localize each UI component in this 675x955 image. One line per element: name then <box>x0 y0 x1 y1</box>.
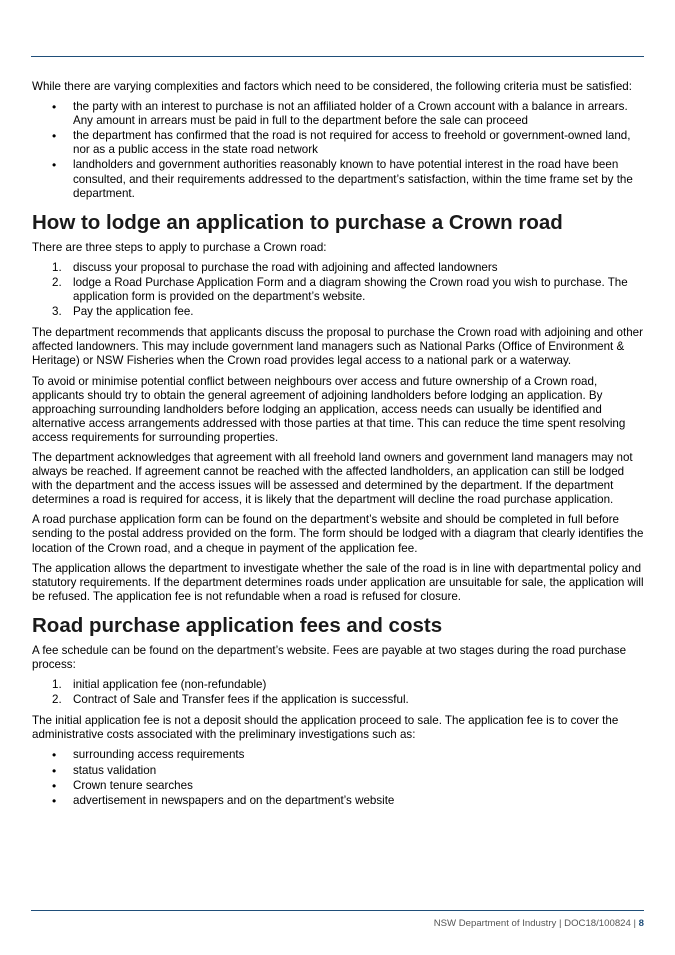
body-paragraph: The department acknowledges that agreement with all freehold land owners and government land managers may not always be reached. If agreement cannot be reached with the affected landholders, an application can still be lodged with the department and the access issues will be assessed and determined by the department. If the department determines a road is required for access, it is likely that the department will decline the road purchase application. <box>32 450 633 507</box>
body-paragraph: The department recommends that applicants discuss the proposal to purchase the Crown road with adjoining and other affected landowners. This may include government land managers such as National Parks (Office of Environment & Heritage) or NSW Fisheries when the Crown road provides legal access to a national park or a waterway. <box>32 326 643 368</box>
list-item: • the department has confirmed that the road is not required for access to freehold or government-owned land, nor as a public access in the state road network <box>32 129 644 157</box>
body-paragraph: The initial application fee is not a deposit should the application proceed to sale. The application fee is to cover the administrative costs associated with the preliminary investigations such as: <box>32 714 619 742</box>
steps-lead: There are three steps to apply to purchase a Crown road: <box>32 240 327 254</box>
list-item: • landholders and government authorities reasonably known to have potential interest in the road have been consulted, and their requirements addressed to the department’s satisfaction, within the time frame set by the department. <box>32 158 644 200</box>
stage-text: initial application fee (non-refundable) <box>73 678 267 692</box>
list-item: • Crown tenure searches <box>32 779 644 793</box>
step-text: lodge a Road Purchase Application Form and a diagram showing the Crown road you wish to purchase. The application form is provided on the department’s website. <box>73 275 628 304</box>
section-heading-lodge: How to lodge an application to purchase a Crown road <box>32 210 563 234</box>
body-paragraph: The application allows the department to investigate whether the sale of the road is in line with departmental policy and statutory requirements. If the department determines roads under application are unsuitable for sale, the application will be refused. The application fee is not refundable when a road is refused for closure. <box>32 561 644 603</box>
page-number: 8 <box>638 918 644 929</box>
list-item: • advertisement in newspapers and on the department’s website <box>32 794 644 808</box>
stage-number: 2. <box>52 693 62 707</box>
step-number: 3. <box>52 305 62 319</box>
list-item: • the party with an interest to purchase is not an affiliated holder of a Crown account with a balance in arrears. Any amount in arrears must be paid in full to the department before the sale can proceed <box>32 100 644 128</box>
footer-rule <box>31 910 644 911</box>
criteria-list <box>32 100 644 201</box>
list-item <box>32 678 644 692</box>
fee-stages-list <box>32 678 644 707</box>
section-heading-fees: Road purchase application fees and costs <box>32 613 443 637</box>
body-paragraph: A road purchase application form can be found on the department’s website and should be completed in full before sending to the postal address provided on the form. The form should be lodged with a diagram that clearly identifies the location of the Crown road, and a cheque in payment of the application fee. <box>32 513 644 555</box>
footer-separator: | <box>630 918 639 929</box>
list-item <box>32 261 644 275</box>
fees-lead: A fee schedule can be found on the department’s website. Fees are payable at two stages during the road purchase process: <box>32 643 627 671</box>
footer-separator: | <box>556 918 565 929</box>
list-item <box>32 305 644 319</box>
stage-number: 1. <box>52 678 62 692</box>
step-text: discuss your proposal to purchase the road with adjoining and affected landowners <box>73 260 498 274</box>
footer-doc-number: DOC18/100824 <box>564 918 631 929</box>
body-paragraph: To avoid or minimise potential conflict between neighbours over access and future ownership of a Crown road, applicants should try to obtain the general agreement of adjoining landholders before lodging an application. By approaching surrounding landholders before lodging an application, access needs can usually be identified and alternative access arrangements addressed with those parties at that time. This can reduce the time spent resolving access requirements for surrounding properties. <box>32 374 626 444</box>
costs-list <box>32 748 644 807</box>
footer-org: NSW Department of Industry <box>433 918 557 929</box>
list-item: • surrounding access requirements <box>32 748 644 762</box>
document-body <box>32 80 644 815</box>
page-footer <box>434 918 644 929</box>
list-item: • status validation <box>32 764 644 778</box>
steps-list <box>32 261 644 319</box>
step-number: 2. <box>52 275 62 289</box>
header-rule <box>31 56 644 57</box>
stage-text: Contract of Sale and Transfer fees if the application is successful. <box>73 693 409 707</box>
step-text: Pay the application fee. <box>73 305 194 319</box>
list-item <box>32 693 644 707</box>
intro-paragraph: While there are varying complexities and factors which need to be considered, the following criteria must be satisfied: <box>32 80 632 93</box>
step-number: 1. <box>52 260 62 274</box>
list-item <box>32 276 644 304</box>
